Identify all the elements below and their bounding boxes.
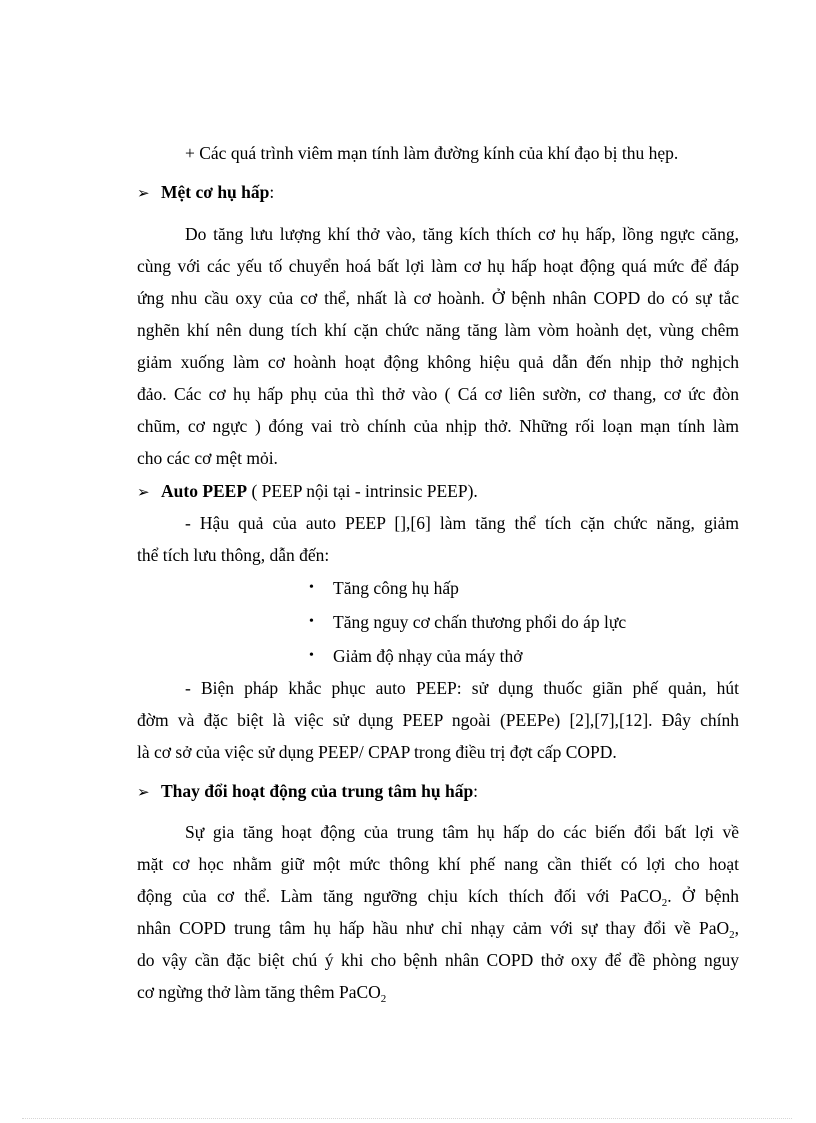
bullet-item: Tăng nguy cơ chấn thương phổi do áp lực	[333, 612, 627, 632]
paragraph-line: do vậy cần đặc biệt chú ý khi cho bệnh nhân COPD thở oxy để đề phòng nguy	[137, 950, 739, 970]
intro-line: + Các quá trình viêm mạn tính làm đường kính của khí đạo bị thu hẹp.	[185, 143, 679, 163]
heading-text: Thay đổi hoạt động của trung tâm hụ hấp	[161, 781, 474, 801]
heading-text: Auto PEEP	[161, 481, 248, 501]
page-bottom-divider	[22, 1118, 792, 1119]
paragraph-line: ứng nhu cầu oxy của cơ thể, nhất là cơ hoành. Ở bệnh nhân COPD do có sự tắc	[137, 288, 739, 308]
paragraph-line: đờm và đặc biệt là việc sử dụng PEEP ngoài (PEEPe) [2],[7],[12]. Đây chính	[137, 710, 739, 730]
bullet-dot-icon: •	[309, 614, 314, 629]
heading-suffix: :	[473, 781, 479, 801]
paragraph-line: giảm xuống làm cơ hoành hoạt động không hiệu quả dẫn đến nhịp thở nghịch	[137, 352, 739, 372]
section-heading-muscle-fatigue	[137, 181, 274, 205]
paragraph-line: chũm, cơ ngực ) đóng vai trò chính của nhịp thở. Những rối loạn mạn tính làm	[137, 416, 739, 436]
paragraph-line: Sự gia tăng hoạt động của trung tâm hụ hấp do các biến đổi bất lợi về	[185, 822, 739, 842]
section-heading-respiratory-center	[137, 780, 478, 804]
paragraph-line: mặt cơ học nhằm giữ một mức thông khí phế nang cần thiết có lợi cho hoạt	[137, 854, 739, 874]
bullet-item: Tăng công hụ hấp	[333, 578, 459, 598]
arrow-bullet-icon: ➢	[137, 785, 150, 801]
subscript: 2	[380, 993, 387, 1005]
section-heading-auto-peep	[137, 480, 478, 504]
paragraph-line: thể tích lưu thông, dẫn đến:	[137, 545, 330, 565]
arrow-bullet-icon: ➢	[137, 485, 150, 501]
paragraph-line	[137, 885, 739, 907]
text-run: động của cơ thể. Làm tăng ngưỡng chịu kích thích đối với PaCO	[137, 886, 662, 906]
subscript: 2	[661, 897, 668, 909]
bullet-dot-icon: •	[309, 648, 314, 663]
heading-suffix: :	[269, 182, 275, 202]
arrow-bullet-icon: ➢	[137, 186, 150, 202]
paragraph-line: cùng với các yếu tố chuyển hoá bất lợi làm cơ hụ hấp hoạt động quá mức để đáp	[137, 256, 739, 276]
text-run: nhân COPD trung tâm hụ hấp hầu như chỉ nhạy cảm với sự thay đổi về PaO	[137, 918, 730, 938]
paragraph-line: nghẽn khí nên dung tích khí cặn chức năng tăng làm vòm hoành dẹt, vùng chêm	[137, 320, 739, 340]
heading-suffix: ( PEEP nội tại - intrinsic PEEP).	[247, 481, 478, 501]
bullet-dot-icon: •	[309, 580, 314, 595]
paragraph-line: cho các cơ mệt mỏi.	[137, 448, 278, 468]
subscript: 2	[729, 929, 735, 941]
paragraph-line: - Biện pháp khắc phục auto PEEP: sử dụng thuốc giãn phế quản, hút	[185, 678, 739, 698]
paragraph-line	[137, 981, 386, 1003]
heading-text: Mệt cơ hụ hấp	[161, 182, 270, 202]
paragraph-line: đảo. Các cơ hụ hấp phụ của thì thở vào ( Cá cơ liên sườn, cơ thang, cơ ức đòn	[137, 384, 739, 404]
text-run: . Ở bệnh	[667, 886, 740, 906]
bullet-item: Giảm độ nhạy của máy thở	[333, 646, 523, 666]
paragraph-line: - Hậu quả của auto PEEP [],[6] làm tăng thể tích cặn chức năng, giảm	[185, 513, 739, 533]
text-run: cơ ngừng thở làm tăng thêm PaCO	[137, 982, 381, 1002]
paragraph-line	[137, 917, 739, 939]
paragraph-line: là cơ sở của việc sử dụng PEEP/ CPAP trong điều trị đợt cấp COPD.	[137, 742, 617, 762]
text-run: ,	[734, 918, 739, 938]
paragraph-line: Do tăng lưu lượng khí thở vào, tăng kích thích cơ hụ hấp, lồng ngực căng,	[185, 224, 739, 244]
